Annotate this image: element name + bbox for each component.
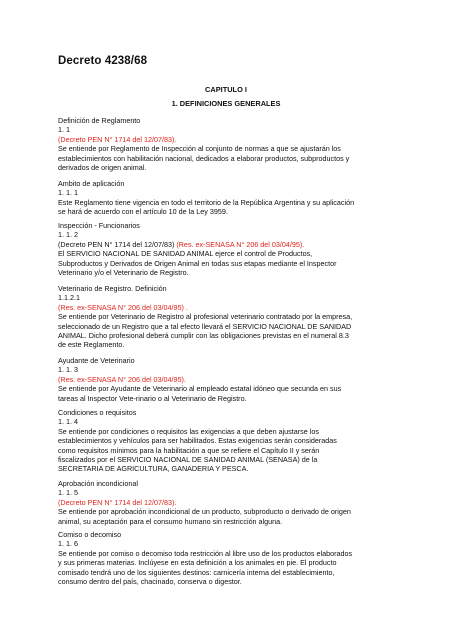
body-line: Se entiende por Veterinario de Registro al profesional veterinario contratado por la empresa, <box>58 312 353 322</box>
block-number: 1. 1. 6 <box>58 539 78 549</box>
body-line: como requisitos mínimos para la habilitación a que se refiere el Capítulo II y serán <box>58 445 320 455</box>
chapter-heading: CAPITULO I <box>205 85 247 94</box>
body-line: fiscalizados por el SERVICIO NACIONAL DE SANIDAD ANIMAL (SENASA) de la <box>58 455 318 465</box>
body-line: consumo dentro del país, chacinado, conserva o digestor. <box>58 577 242 587</box>
block-number: 1.1.2.1 <box>58 293 80 303</box>
definition-block <box>58 284 398 350</box>
decree-reference: (Decreto PEN N° 1714 del 12/07/83). <box>58 134 177 144</box>
body-line: tareas al Inspector Vete-rinario o al Veterinario de Registro. <box>58 393 247 403</box>
block-heading: Aprobación incondicional <box>58 479 138 488</box>
body-line: comisado tendrá uno de los siguientes destinos: carnicería interna del establecimiento, <box>58 567 335 577</box>
document-title: Decreto 4238/68 <box>58 55 148 67</box>
decree-reference: (Decreto PEN N° 1714 del 12/07/83) <box>58 239 175 249</box>
block-heading: Inspección - Funcionarios <box>58 221 140 230</box>
decree-reference-line <box>58 240 398 249</box>
definition-block <box>58 221 398 277</box>
definition-block <box>58 116 398 172</box>
body-line: animal, su aceptación para el consumo humano sin restricción alguna. <box>58 516 283 526</box>
body-line: seleccionado de un Registro que a tal efecto llevará el SERVICIO NACIONAL DE SANIDAD <box>58 321 352 331</box>
definition-block <box>58 179 398 217</box>
resolution-reference: (Res. ex-SENASA N° 206 del 03/04/95) . <box>58 302 188 312</box>
body-line: de este Reglamento. <box>58 340 125 350</box>
body-line: ANIMAL. Dicho profesional deberá cumplir con las obligaciones previstas en el numeral 8.3 <box>58 331 349 341</box>
body-line: Se entiende por Reglamento de Inspección al conjunto de normas a que se ajustarán los <box>58 144 341 154</box>
body-line: y sus primeras materias. Inclúyese en esta definición a los animales en pie. El producto <box>58 558 337 568</box>
body-line: SECRETARIA DE AGRICULTURA, GANADERIA Y PESCA. <box>58 464 249 474</box>
block-number: 1. 1. 4 <box>58 417 78 427</box>
block-number: 1. 1. 3 <box>58 365 78 375</box>
body-line: establecimientos con habilitación nacional, dedicados a elaborar productos, subproductos y <box>58 153 350 163</box>
resolution-reference: (Res. ex-SENASA N° 206 del 03/04/95). <box>58 374 186 384</box>
body-line: Se entiende por comiso o decomiso toda restricción al libre uso de los productos elaborados <box>58 548 353 558</box>
block-number: 1. 1. 5 <box>58 488 78 498</box>
block-heading: Condiciones o requisitos <box>58 408 137 417</box>
block-number: 1. 1 <box>58 125 70 135</box>
body-line: establecimientos y vehículos para ser habilitados. Estas exigencias serán consideradas <box>58 436 337 446</box>
body-line: Veterinario y/o el Veterinario de Registro. <box>58 268 189 278</box>
block-heading: Definición de Reglamento <box>58 116 141 125</box>
definition-block <box>58 479 398 526</box>
body-line: Este Reglamento tiene vigencia en todo el territorio de la República Argentina y su aplicación <box>58 197 355 207</box>
block-number: 1. 1. 2 <box>58 230 78 240</box>
block-heading: Ambito de aplicación <box>58 179 125 188</box>
block-heading: Veterinario de Registro. Definición <box>58 284 167 293</box>
block-heading: Ayudante de Veterinario <box>58 356 135 365</box>
definition-block <box>58 356 398 403</box>
block-number: 1. 1. 1 <box>58 188 78 198</box>
block-heading: Comiso o decomiso <box>58 530 122 539</box>
section-heading: 1. DEFINICIONES GENERALES <box>171 99 281 108</box>
body-line: Se entiende por condiciones o requisitos las exigencias a que deben ajustarse los <box>58 426 319 436</box>
definition-block <box>58 408 398 474</box>
definition-block <box>58 530 398 586</box>
resolution-reference: (Res. ex-SENASA N° 206 del 03/04/95). <box>176 239 305 249</box>
body-line: Subproductos y Derivados de Origen Animal en todas sus etapas mediante el Inspector <box>58 258 337 268</box>
body-line: se hará de acuerdo con el artículo 10 de la Ley 3959. <box>58 207 228 217</box>
decree-reference: (Decreto PEN N° 1714 del 12/07/83). <box>58 497 177 507</box>
body-line: Se entiende por aprobación incondicional de un producto, subproducto o derivado de origen <box>58 507 351 517</box>
body-line: derivados de origen animal. <box>58 163 147 173</box>
body-line: Se entiende por Ayudante de Veterinario al empleado estatal idóneo que secunda en sus <box>58 384 342 394</box>
body-line: El SERVICIO NACIONAL DE SANIDAD ANIMAL ejerce el control de Productos, <box>58 249 313 259</box>
